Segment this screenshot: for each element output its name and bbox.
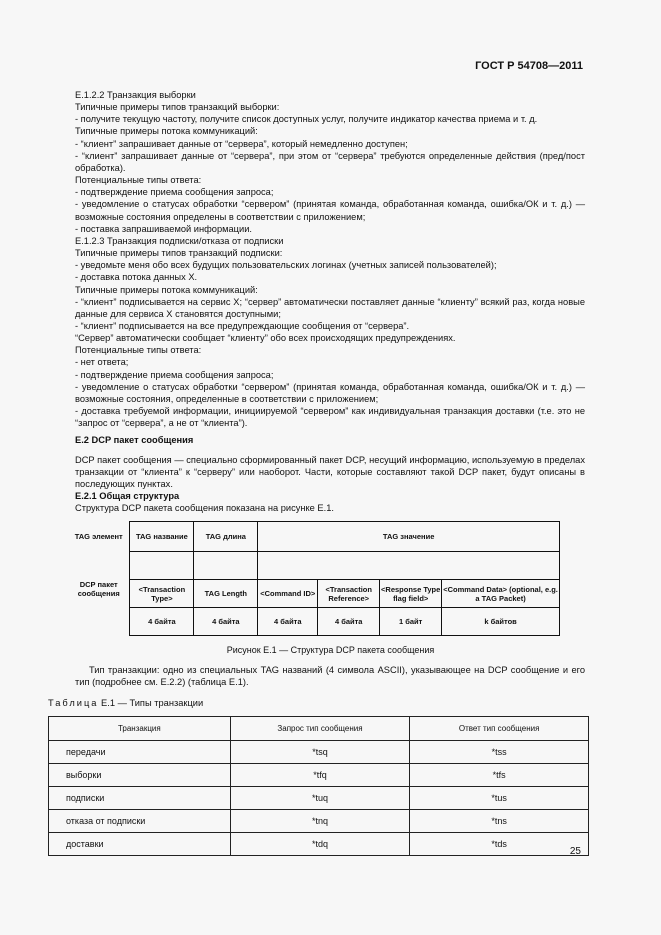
text-line: - уведомление о статусах обработки “сервером” (принятая команда, обработанная команда, ошибка/ОК и т. д.) — возможные состояния определены в соответствии с приложением;	[75, 199, 585, 222]
text-line: Е.1.2.2 Транзакция выборки	[75, 90, 196, 100]
text-line: - уведомление о статусах обработки “сервером” (принятая команда, обработанная команда, ошибка/ОК и т. д.) — возможные состояния, определенные в соответствии с приложением;	[75, 381, 585, 404]
table-cell: *tnq	[230, 810, 410, 833]
fig-transaction-type: <Transaction Type>	[130, 580, 194, 608]
table-cell: *tuq	[230, 787, 410, 810]
text-line: Типичные примеры типов транзакций выборки:	[75, 102, 280, 113]
fig-tag-name: TAG название	[130, 522, 194, 552]
table-cell: *tss	[410, 741, 589, 764]
text-line: - уведомьте меня обо всех будущих пользовательских логинах (учетных записей пользователей);	[75, 260, 497, 271]
text-line: - подтверждение приема сообщения запроса;	[75, 369, 274, 380]
text-line: Типичные примеры потока коммуникаций:	[75, 284, 258, 295]
fig-command-id: <Command ID>	[258, 580, 318, 608]
table-cell: передачи	[49, 741, 231, 764]
fig-transaction-reference: <Transaction Reference>	[318, 580, 380, 608]
figure-e1-dcp-structure	[68, 521, 560, 636]
fig-tag-element: TAG элемент	[74, 532, 123, 541]
text-line: - “клиент” запрашивает данные от “сервера”, при этом от “сервера” требуются определенные действия (пред/пост обработка).	[75, 150, 585, 173]
table-cell: доставки	[49, 833, 231, 856]
table-body	[49, 741, 589, 856]
fig-size-3: 4 байта	[258, 608, 318, 636]
table-cell: *tdq	[230, 833, 410, 856]
table-cell: *tds	[410, 833, 589, 856]
text-line: - подтверждение приема сообщения запроса;	[75, 187, 274, 198]
fig-tag-length: TAG длина	[194, 522, 258, 552]
text-line: - доставка требуемой информации, инициируемой “сервером” как индивидуальная транзакция доставки (т.е. это не “запрос от “сервера”, а не от “клиента”).	[75, 406, 585, 429]
text-line: Е.1.2.3 Транзакция подписки/отказа от подписки	[75, 235, 284, 246]
annex-e1-text	[75, 89, 585, 429]
table-caption-title: Е.1 — Типы транзакции	[101, 698, 204, 708]
table-row	[49, 741, 589, 764]
table-cell: подписки	[49, 787, 231, 810]
table-cell: выборки	[49, 764, 231, 787]
fig-size-5: 1 байт	[380, 608, 442, 636]
table-caption-word: Таблица	[48, 698, 99, 708]
table-caption	[48, 698, 203, 708]
text-line: - поставка запрашиваемой информации.	[75, 223, 252, 234]
table-row	[49, 787, 589, 810]
figure-caption: Рисунок Е.1 — Структура DCP пакета сообщения	[226, 645, 435, 655]
table-row	[49, 810, 589, 833]
fig-dcp-label: DCP пакет сообщения	[77, 579, 120, 598]
text-line: Типичные примеры типов транзакций подписки:	[75, 248, 283, 259]
table-row	[49, 833, 589, 856]
fig-size-1: 4 байта	[130, 608, 194, 636]
text-line: - “клиент” запрашивает данные от “сервера”, который немедленно доступен;	[75, 138, 408, 149]
text-line: - “клиент” подписывается на все предупреждающие сообщения от “сервера”.	[75, 320, 410, 331]
text-line: - доставка потока данных X.	[75, 272, 198, 283]
paragraph-e2: DCP пакет сообщения — специально сформированный пакет DCP, несущий информацию, используемую в пределах транзакции от “клиента” к “серверу” или наоборот. Части, которые составляют такой DCP пакет, будут описаны в последующих пунктах.	[75, 454, 585, 489]
text-line: - нет ответа;	[75, 357, 129, 368]
paragraph-transaction-type	[75, 664, 585, 688]
text-line: Типичные примеры потока коммуникаций:	[75, 126, 258, 137]
table-cell: *tsq	[230, 741, 410, 764]
table-cell: *tfq	[230, 764, 410, 787]
table-header-request: Запрос тип сообщения	[230, 717, 410, 741]
text-line: “Сервер” автоматически сообщает “клиенту” обо всех происходящих предупреждениях.	[75, 333, 456, 344]
fig-response-type: <Response Type flag field>	[380, 580, 442, 608]
paragraph-e21: Структура DCP пакета сообщения показана на рисунке Е.1.	[75, 503, 334, 514]
table-cell: *tfs	[410, 764, 589, 787]
table-header-response: Ответ тип сообщения	[410, 717, 589, 741]
fig-size-2: 4 байта	[194, 608, 258, 636]
text-line: Потенциальные типы ответа:	[75, 175, 202, 186]
page-number: 25	[569, 846, 581, 857]
fig-size-4: 4 байта	[318, 608, 380, 636]
body-text	[75, 89, 585, 514]
section-heading-e2: Е.2 DCP пакет сообщения	[75, 435, 194, 446]
document-header: ГОСТ Р 54708—2011	[475, 60, 583, 72]
table-row	[49, 764, 589, 787]
table-cell: *tus	[410, 787, 589, 810]
fig-command-data: <Command Data> (optional, e.g. a TAG Packet)	[442, 580, 560, 608]
table-cell: отказа от подписки	[49, 810, 231, 833]
text-line: - получите текущую частоту, получите список доступных услуг, получите индикатор качества приема и т. д.	[75, 114, 538, 125]
fig-tag-value: TAG значение	[258, 522, 560, 552]
table-e1-transaction-types	[48, 716, 589, 856]
fig-tag-length-cell: TAG Length	[194, 580, 258, 608]
fig-size-6: k байтов	[442, 608, 560, 636]
text-line: - “клиент” подписывается на сервис X; “сервер” автоматически поставляет данные “клиенту” всякий раз, когда новые данные для сервиса X становятся доступными;	[75, 296, 585, 319]
paragraph-transaction-type-text: Тип транзакции: одно из специальных TAG названий (4 символа ASCII), указывающее на DCP сообщение и его тип (подробнее см. Е.2.2) (таблица Е.1).	[75, 665, 585, 688]
table-header-transaction: Транзакция	[49, 717, 231, 741]
text-line: Потенциальные типы ответа:	[75, 345, 202, 356]
table-cell: *tns	[410, 810, 589, 833]
section-heading-e21: Е.2.1 Общая структура	[75, 491, 180, 501]
